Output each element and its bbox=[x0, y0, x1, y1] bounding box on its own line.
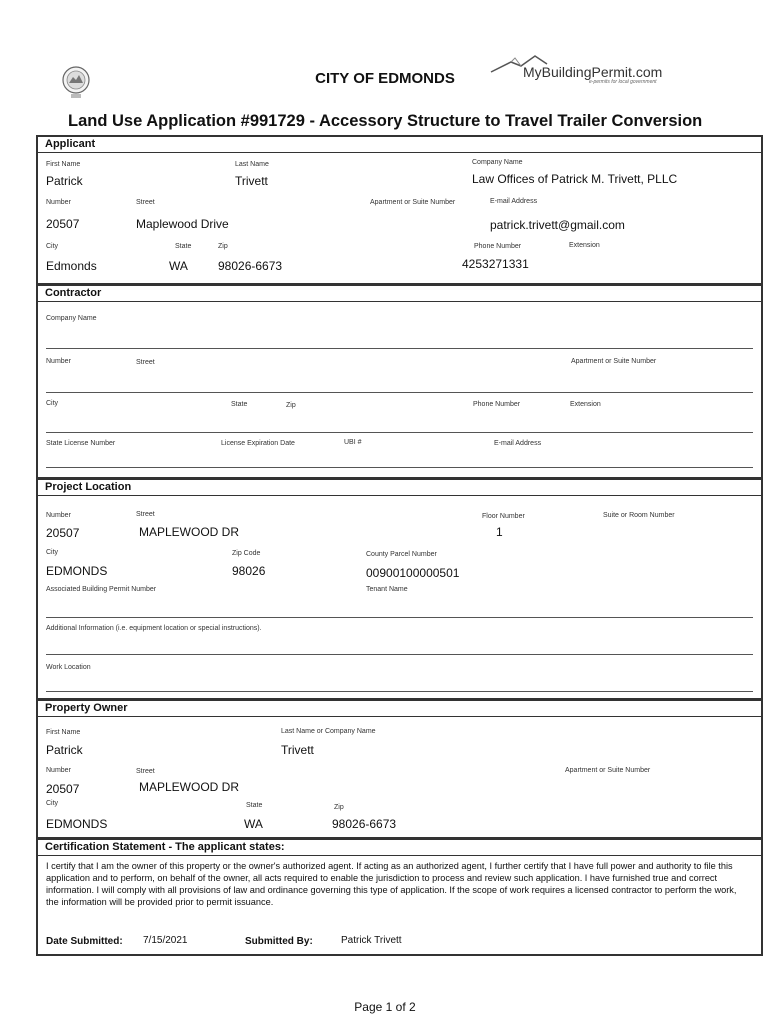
owner-state-value: WA bbox=[244, 817, 263, 831]
project-street-label: Street bbox=[136, 511, 155, 518]
contractor-zip-label: Zip bbox=[286, 402, 296, 409]
logo-text: MyBuildingPermit.com bbox=[523, 64, 663, 80]
project-city-label: City bbox=[46, 549, 59, 556]
owner-street-label: Street bbox=[136, 768, 155, 775]
last-name-label: Last Name bbox=[235, 161, 269, 168]
contractor-street-label: Street bbox=[136, 359, 155, 366]
project-location-heading: Project Location bbox=[38, 480, 761, 496]
work-location-line bbox=[46, 691, 753, 692]
property-owner-section bbox=[36, 699, 763, 839]
page-title: Land Use Application #991729 - Accessory Structure to Travel Trailer Conversion bbox=[68, 112, 703, 130]
zip-label: Zip bbox=[218, 243, 228, 250]
contractor-apt-label: Apartment or Suite Number bbox=[571, 358, 657, 365]
contractor-city-label: City bbox=[46, 400, 59, 407]
contractor-phone-label: Phone Number bbox=[473, 401, 521, 408]
contractor-state-label: State bbox=[231, 401, 248, 408]
project-zip-label: Zip Code bbox=[232, 550, 261, 557]
applicant-section bbox=[36, 135, 763, 285]
owner-street-value: MAPLEWOOD DR bbox=[139, 780, 240, 794]
owner-city-value: EDMONDS bbox=[46, 817, 108, 831]
phone-value: 4253271331 bbox=[462, 257, 529, 271]
owner-number-label: Number bbox=[46, 767, 71, 774]
owner-last-name-value: Trivett bbox=[281, 743, 314, 757]
applicant-heading: Applicant bbox=[38, 137, 761, 153]
contractor-section bbox=[36, 284, 763, 479]
parcel-value: 00900100000501 bbox=[366, 566, 460, 580]
project-city-value: EDMONDS bbox=[46, 564, 108, 578]
extension-label: Extension bbox=[569, 242, 600, 249]
owner-number-value: 20507 bbox=[46, 782, 80, 796]
project-number-value: 20507 bbox=[46, 526, 80, 540]
contractor-heading: Contractor bbox=[38, 286, 761, 302]
state-value: WA bbox=[169, 259, 188, 273]
owner-first-name-label: First Name bbox=[46, 729, 81, 736]
mybuildingpermit-logo bbox=[489, 54, 663, 86]
license-label: State License Number bbox=[46, 440, 116, 447]
city-label: City bbox=[46, 243, 59, 250]
owner-zip-value: 98026-6673 bbox=[332, 817, 397, 831]
email-label: E-mail Address bbox=[490, 198, 538, 205]
submitted-by-value: Patrick Trivett bbox=[341, 935, 402, 946]
expiration-label: License Expiration Date bbox=[221, 440, 295, 447]
certification-heading: Certification Statement - The applicant states: bbox=[38, 840, 761, 856]
owner-zip-label: Zip bbox=[334, 804, 344, 811]
property-owner-heading: Property Owner bbox=[38, 701, 761, 717]
certification-section bbox=[36, 838, 763, 956]
apt-label: Apartment or Suite Number bbox=[370, 199, 456, 206]
zip-value: 98026-6673 bbox=[218, 259, 283, 273]
first-name-label: First Name bbox=[46, 161, 81, 168]
tenant-label: Tenant Name bbox=[366, 586, 408, 593]
last-name-value: Trivett bbox=[235, 174, 268, 188]
floor-label: Floor Number bbox=[482, 513, 525, 520]
contractor-license-line bbox=[46, 467, 753, 468]
owner-last-name-label: Last Name or Company Name bbox=[281, 728, 376, 735]
street-label: Street bbox=[136, 199, 155, 206]
project-number-label: Number bbox=[46, 512, 71, 519]
contractor-address-line bbox=[46, 392, 753, 393]
project-street-value: MAPLEWOOD DR bbox=[139, 525, 240, 539]
project-location-section bbox=[36, 478, 763, 700]
date-submitted-label: Date Submitted: bbox=[46, 936, 123, 947]
additional-info-line bbox=[46, 654, 753, 655]
number-value: 20507 bbox=[46, 217, 80, 231]
work-location-label: Work Location bbox=[46, 664, 91, 671]
owner-city-label: City bbox=[46, 800, 59, 807]
first-name-value: Patrick bbox=[46, 174, 83, 188]
contractor-extension-label: Extension bbox=[570, 401, 601, 408]
contractor-company-line bbox=[46, 348, 753, 349]
logo-tagline: e-permits for local government bbox=[589, 79, 657, 85]
owner-apt-label: Apartment or Suite Number bbox=[565, 767, 651, 774]
phone-label: Phone Number bbox=[474, 243, 522, 250]
ubi-label: UBI # bbox=[344, 439, 362, 446]
contractor-number-label: Number bbox=[46, 358, 71, 365]
state-label: State bbox=[175, 243, 192, 250]
contractor-company-label: Company Name bbox=[46, 315, 97, 322]
company-value: Law Offices of Patrick M. Trivett, PLLC bbox=[472, 172, 678, 186]
company-label: Company Name bbox=[472, 159, 523, 166]
floor-value: 1 bbox=[496, 525, 503, 539]
number-label: Number bbox=[46, 199, 71, 206]
page-number: Page 1 of 2 bbox=[354, 1000, 416, 1014]
submitted-by-label: Submitted By: bbox=[245, 936, 313, 947]
building-permit-label: Associated Building Permit Number bbox=[46, 586, 157, 593]
date-submitted-value: 7/15/2021 bbox=[143, 935, 188, 946]
contractor-email-label: E-mail Address bbox=[494, 440, 542, 447]
contractor-city-line bbox=[46, 432, 753, 433]
certification-text: I certify that I am the owner of this property or the owner's authorized agent. If acting as an authorized agent, I further certify that I have full power and authority to file this application and to perform, on behalf of the owner, all acts required to enable the jurisdiction to process and review such application. I have furnished true and correct information. I will comply with all provisions of law and ordinance governing this type of application. If the scope of work requires a licensed contractor to perform the work, the information will be provided prior to permit issuance. bbox=[46, 861, 737, 907]
suite-label: Suite or Room Number bbox=[603, 512, 675, 519]
owner-state-label: State bbox=[246, 802, 263, 809]
permit-line bbox=[46, 617, 753, 618]
project-zip-value: 98026 bbox=[232, 564, 266, 578]
additional-info-label: Additional Information (i.e. equipment location or special instructions). bbox=[46, 625, 262, 632]
parcel-label: County Parcel Number bbox=[366, 551, 437, 558]
city-heading: CITY OF EDMONDS bbox=[315, 70, 455, 87]
city-value: Edmonds bbox=[46, 259, 97, 273]
street-value: Maplewood Drive bbox=[136, 217, 229, 231]
email-value: patrick.trivett@gmail.com bbox=[490, 218, 625, 232]
owner-first-name-value: Patrick bbox=[46, 743, 83, 757]
